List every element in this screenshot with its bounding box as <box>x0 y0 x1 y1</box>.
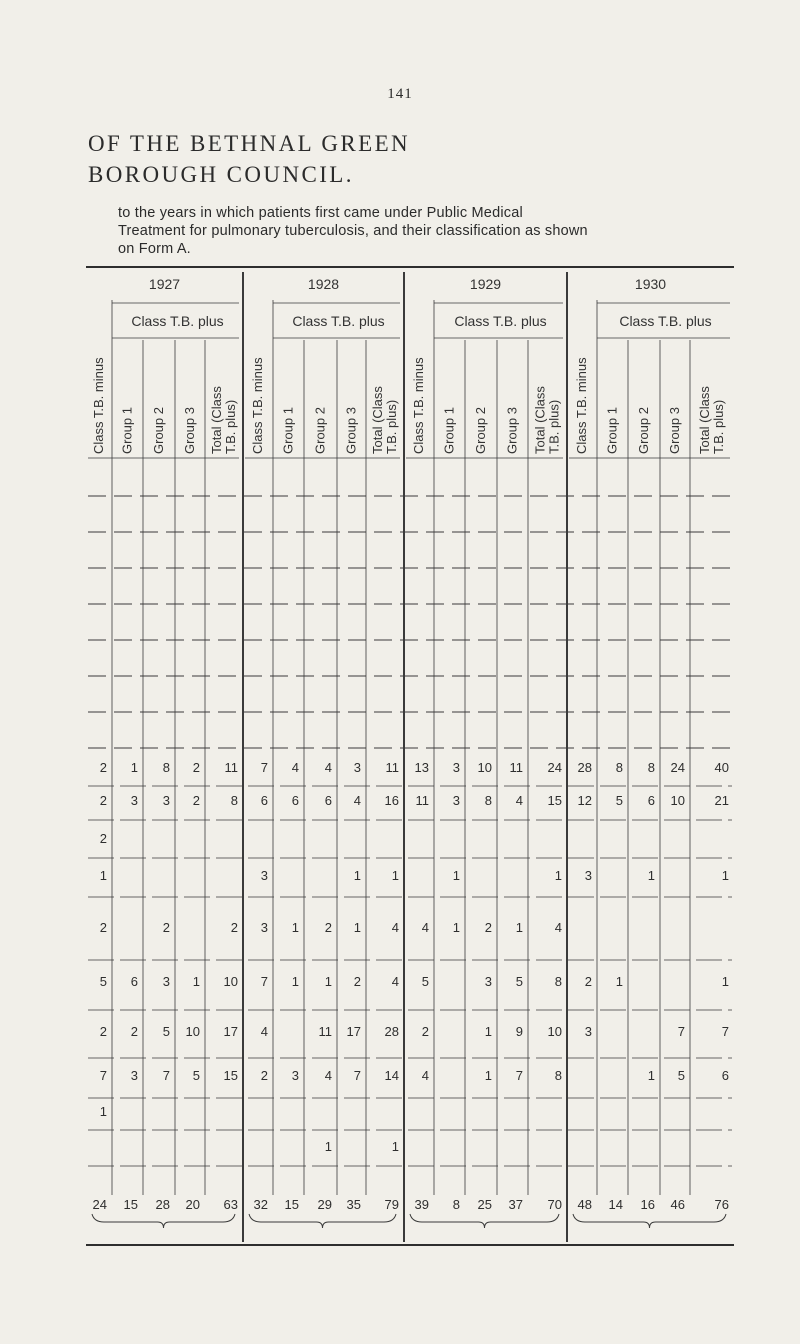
table-cell: 5 <box>677 1068 685 1083</box>
total-cell: 29 <box>317 1197 332 1212</box>
total-cell: 79 <box>384 1197 399 1212</box>
table-cell: 6 <box>324 793 332 808</box>
column-header: Total (Class T.B. plus) <box>370 386 399 454</box>
table-cell: 1 <box>721 868 729 883</box>
table-cell: 4 <box>291 760 299 775</box>
table-cell: 10 <box>477 760 492 775</box>
table-cell: 2 <box>130 1024 138 1039</box>
table-cell: 28 <box>384 1024 399 1039</box>
table-cell: 11 <box>385 760 399 775</box>
total-cell: 76 <box>714 1197 729 1212</box>
table-cell: 1 <box>192 974 200 989</box>
total-cell: 16 <box>640 1197 655 1212</box>
table-cell: 40 <box>714 760 729 775</box>
column-header: Group 3 <box>182 407 197 454</box>
table-cell: 2 <box>99 1024 107 1039</box>
table-cell: 6 <box>291 793 299 808</box>
table-cell: 11 <box>509 760 523 775</box>
table-cell: 7 <box>99 1068 107 1083</box>
table-cell: 1 <box>99 1104 107 1119</box>
table-cell: 4 <box>554 920 562 935</box>
column-header: Group 2 <box>151 407 166 454</box>
table-cell: 3 <box>484 974 492 989</box>
table-cell: 24 <box>670 760 685 775</box>
heading-line: BOROUGH COUNCIL. <box>88 162 354 187</box>
year-header: 1928 <box>307 276 340 292</box>
table-cell: 4 <box>421 1068 429 1083</box>
intro-line: on Form A. <box>118 241 191 257</box>
table-cell: 17 <box>346 1024 361 1039</box>
table-cell: 17 <box>223 1024 238 1039</box>
table-cell: 9 <box>515 1024 523 1039</box>
table-cell: 1 <box>452 868 460 883</box>
table-cell: 3 <box>130 793 138 808</box>
table-cell: 2 <box>260 1068 268 1083</box>
table-cell: 5 <box>192 1068 200 1083</box>
table-cell: 3 <box>260 868 268 883</box>
table-cell: 8 <box>554 1068 562 1083</box>
table-cell: 5 <box>515 974 523 989</box>
table-cell: 3 <box>452 760 460 775</box>
table-cell: 1 <box>484 1068 492 1083</box>
heading-line: OF THE BETHNAL GREEN <box>88 131 411 156</box>
table-cell: 2 <box>99 760 107 775</box>
column-header: Class T.B. minus <box>411 357 426 454</box>
column-header: Group 3 <box>504 407 520 454</box>
table-cell: 1 <box>99 868 107 883</box>
table-cell: 13 <box>414 760 429 775</box>
table-cell: 2 <box>99 831 107 846</box>
table-cell: 1 <box>291 920 299 935</box>
table-cell: 2 <box>484 920 492 935</box>
column-header: Group 1 <box>119 407 135 454</box>
class-plus-header: Class T.B. plus <box>292 313 385 329</box>
column-header: Total (Class T.B. plus) <box>532 386 562 454</box>
table-cell: 8 <box>647 760 655 775</box>
table-cell: 1 <box>291 974 299 989</box>
table-cell: 1 <box>484 1024 492 1039</box>
table-cell: 1 <box>515 920 523 935</box>
total-brace <box>92 1214 235 1228</box>
total-cell: 63 <box>223 1197 238 1212</box>
table-cell: 3 <box>260 920 268 935</box>
year-header: 1927 <box>148 276 181 292</box>
table-cell: 12 <box>577 793 592 808</box>
total-cell: 28 <box>155 1197 170 1212</box>
total-cell: 15 <box>284 1197 299 1212</box>
table-cell: 5 <box>615 793 623 808</box>
class-plus-header: Class T.B. plus <box>131 313 224 329</box>
table-cell: 4 <box>391 920 399 935</box>
column-header: Group 2 <box>473 407 488 454</box>
table-cell: 2 <box>192 793 200 808</box>
table-cell: 10 <box>185 1024 200 1039</box>
table-cell: 10 <box>670 793 685 808</box>
table-cell: 2 <box>230 920 238 935</box>
total-cell: 14 <box>608 1197 623 1212</box>
table-cell: 1 <box>647 868 655 883</box>
table-cell: 1 <box>615 974 623 989</box>
table-cell: 2 <box>353 974 361 989</box>
intro-line: Treatment for pulmonary tuberculosis, and their classification as shown <box>118 223 588 239</box>
table-cell: 1 <box>647 1068 655 1083</box>
table-cell: 8 <box>230 793 238 808</box>
table-cell: 5 <box>421 974 429 989</box>
table-cell: 7 <box>515 1068 523 1083</box>
column-header: Group 1 <box>441 407 457 454</box>
table-cell: 4 <box>324 1068 332 1083</box>
table-cell: 6 <box>260 793 268 808</box>
table-cell: 2 <box>421 1024 429 1039</box>
column-header: Group 3 <box>667 407 682 454</box>
table-cell: 6 <box>647 793 655 808</box>
table-cell: 7 <box>162 1068 170 1083</box>
table-cell: 6 <box>130 974 138 989</box>
table-cell: 8 <box>615 760 623 775</box>
table-cell: 4 <box>391 974 399 989</box>
column-header: Group 1 <box>604 407 620 454</box>
table-cell: 5 <box>162 1024 170 1039</box>
table-cell: 4 <box>260 1024 268 1039</box>
table-cell: 21 <box>714 793 729 808</box>
table-cell: 8 <box>162 760 170 775</box>
table-cell: 7 <box>353 1068 361 1083</box>
table-cell: 1 <box>452 920 460 935</box>
table-cell: 4 <box>421 920 429 935</box>
table-cell: 2 <box>99 920 107 935</box>
table-cell: 2 <box>192 760 200 775</box>
table-cell: 6 <box>721 1068 729 1083</box>
total-cell: 24 <box>92 1197 107 1212</box>
table-cell: 4 <box>324 760 332 775</box>
table-cell: 3 <box>291 1068 299 1083</box>
total-cell: 46 <box>670 1197 685 1212</box>
total-brace <box>410 1214 559 1228</box>
table-cell: 24 <box>547 760 562 775</box>
total-brace <box>573 1214 726 1228</box>
total-cell: 32 <box>253 1197 268 1212</box>
table-cell: 2 <box>99 793 107 808</box>
table-cell: 3 <box>162 974 170 989</box>
table-cell: 14 <box>384 1068 399 1083</box>
table-cell: 1 <box>130 760 138 775</box>
table-cell: 2 <box>162 920 170 935</box>
table-cell: 3 <box>162 793 170 808</box>
total-cell: 15 <box>123 1197 138 1212</box>
column-header: Group 2 <box>636 407 651 454</box>
table-cell: 3 <box>353 760 361 775</box>
class-plus-header: Class T.B. plus <box>454 313 547 329</box>
table-cell: 1 <box>391 1139 399 1154</box>
total-cell: 8 <box>452 1197 460 1212</box>
table-cell: 11 <box>415 793 429 808</box>
table-cell: 7 <box>260 974 268 989</box>
column-header: Total (Class T.B. plus) <box>209 386 238 454</box>
column-header: Class T.B. minus <box>91 357 106 454</box>
table-cell: 28 <box>577 760 592 775</box>
table-cell: 11 <box>224 760 238 775</box>
table-cell: 10 <box>547 1024 562 1039</box>
year-header: 1930 <box>634 276 667 292</box>
table-cell: 1 <box>353 868 361 883</box>
table-cell: 3 <box>584 868 592 883</box>
year-header: 1929 <box>469 276 502 292</box>
total-cell: 70 <box>547 1197 562 1212</box>
page-number: 141 <box>387 86 413 102</box>
table-cell: 7 <box>677 1024 685 1039</box>
total-cell: 25 <box>477 1197 492 1212</box>
table-cell: 7 <box>721 1024 729 1039</box>
column-header: Class T.B. minus <box>574 357 589 454</box>
intro-line: to the years in which patients first came under Public Medical <box>118 205 523 221</box>
column-header: Group 3 <box>343 407 359 454</box>
table-cell: 1 <box>324 974 332 989</box>
table-cell: 2 <box>584 974 592 989</box>
table-cell: 8 <box>484 793 492 808</box>
class-plus-header: Class T.B. plus <box>619 313 712 329</box>
total-brace <box>249 1214 396 1228</box>
column-header: Total (Class T.B. plus) <box>697 386 726 454</box>
table-cell: 8 <box>554 974 562 989</box>
table-cell: 16 <box>384 793 399 808</box>
table-cell: 10 <box>223 974 238 989</box>
column-header: Group 2 <box>312 407 328 454</box>
table-cell: 3 <box>130 1068 138 1083</box>
table-cell: 3 <box>584 1024 592 1039</box>
table-cell: 7 <box>260 760 268 775</box>
table-cell: 15 <box>223 1068 238 1083</box>
total-cell: 48 <box>577 1197 592 1212</box>
table-cell: 1 <box>391 868 399 883</box>
table-cell: 5 <box>99 974 107 989</box>
column-header: Class T.B. minus <box>250 357 265 454</box>
total-cell: 37 <box>508 1197 523 1212</box>
table-cell: 1 <box>721 974 729 989</box>
table-cell: 2 <box>324 920 332 935</box>
table-cell: 1 <box>554 868 562 883</box>
table-cell: 1 <box>324 1139 332 1154</box>
total-cell: 20 <box>185 1197 200 1212</box>
column-header: Group 1 <box>280 407 296 454</box>
table-cell: 4 <box>353 793 361 808</box>
table-cell: 3 <box>452 793 460 808</box>
table-cell: 4 <box>515 793 523 808</box>
table-cell: 1 <box>353 920 361 935</box>
total-cell: 35 <box>346 1197 361 1212</box>
table-cell: 11 <box>318 1024 332 1039</box>
table-cell: 15 <box>547 793 562 808</box>
total-cell: 39 <box>414 1197 429 1212</box>
